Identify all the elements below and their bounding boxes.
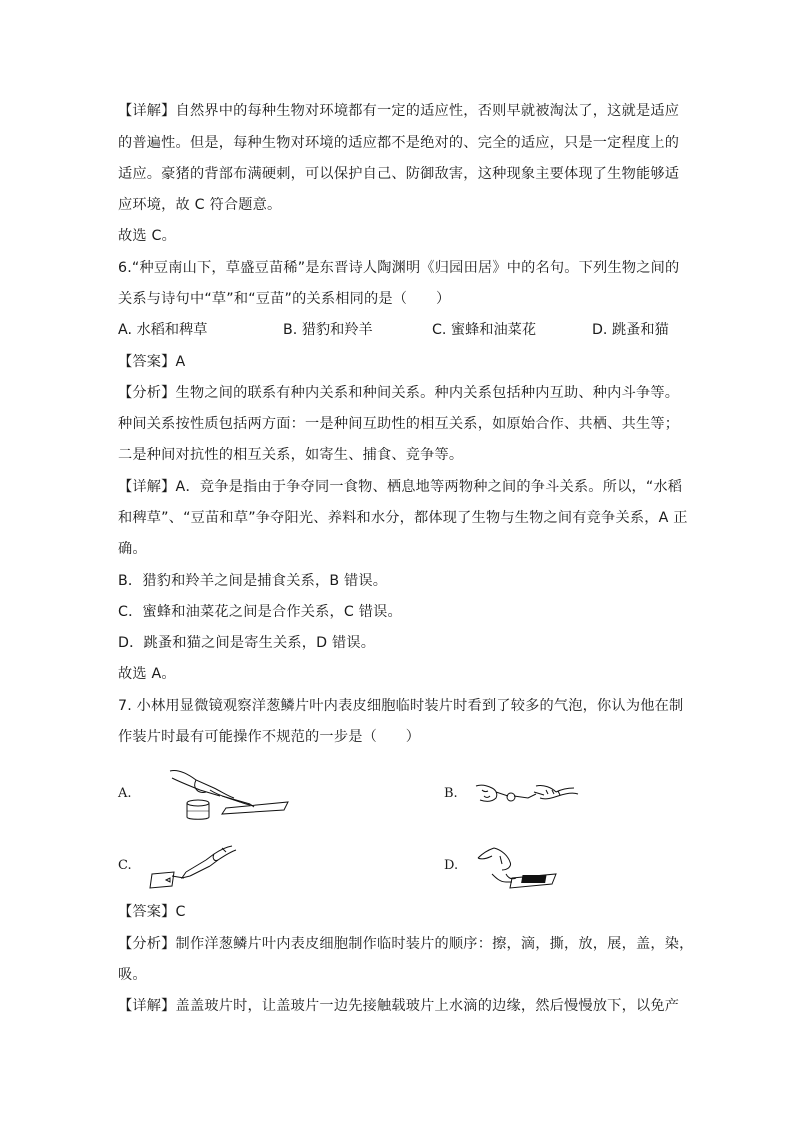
q7-figure-label-c: C. <box>118 858 132 873</box>
q6-stem-line-1: 6.“种豆南山下，草盛豆苗稀”是东晋诗人陶渊明《归园田居》中的名句。下列生物之间的 <box>118 260 680 276</box>
q5-detail-line-3: 适应。豪猪的背部布满硬刺，可以保护自己、防御敌害，这种现象主要体现了生物能够适 <box>118 166 680 182</box>
q6-analysis-line-2: 种间关系按性质包括两方面：一是种间互助性的相互关系，如原始合作、共栖、共生等； <box>118 416 680 432</box>
q7-figure-label-a: A. <box>118 786 132 801</box>
q5-choice: 故选 C。 <box>118 228 176 244</box>
q6-detail-line-1: 【详解】A．竞争是指由于争夺同一食物、栖息地等两物种之间的争斗关系。所以，“水稻 <box>118 479 683 495</box>
q7-detail-line-1: 【详解】盖盖玻片时，让盖玻片一边先接触载玻片上水滴的边缘，然后慢慢放下，以免产 <box>118 998 680 1014</box>
q6-answer: 【答案】A <box>118 354 186 370</box>
q5-detail-line-2: 的普遍性。但是，每种生物对环境的适应都不是绝对的、完全的适应，只是一定程度上的 <box>118 135 680 151</box>
q6-option-d: D. 跳蚤和猫 <box>592 322 669 338</box>
q7-answer: 【答案】C <box>118 904 186 920</box>
q7-stem-line-1: 7. 小林用显微镜观察洋葱鳞片叶内表皮细胞临时装片时看到了较多的气泡，你认为他在制 <box>118 698 684 714</box>
q7-stem-line-2: 作装片时最有可能操作不规范的一步是（ ） <box>118 729 421 745</box>
q7-figure-d-stain-illustration <box>472 844 564 890</box>
q6-detail-line-5: C．蜜蜂和油菜花之间是合作关系，C 错误。 <box>118 604 402 620</box>
q6-stem-line-2: 关系与诗句中“草”和“豆苗”的关系相同的是（ ） <box>118 291 451 307</box>
q5-detail-line-4: 应环境，故 C 符合题意。 <box>118 197 282 213</box>
q6-detail-line-2: 和稗草”、“豆苗和草”争夺阳光、养料和水分，都体现了生物与生物之间有竞争关系，A 正 <box>118 510 688 526</box>
q6-analysis-line-1: 【分析】生物之间的联系有种内关系和种间关系。种内关系包括种内互助、种内斗争等。 <box>118 385 680 401</box>
q7-figure-label-d: D. <box>444 858 459 873</box>
q6-option-a: A. 水稻和稗草 <box>118 322 208 338</box>
q6-choice: 故选 A。 <box>118 666 176 682</box>
q5-detail-line-1: 【详解】自然界中的每种生物对环境都有一定的适应性，否则早就被淘汰了，这就是适应 <box>118 103 680 119</box>
q7-figure-b-tear-epidermis-illustration <box>474 776 582 816</box>
q7-figure-c-cover-slip-illustration <box>148 844 238 890</box>
q6-analysis-line-3: 二是种间对抗性的相互关系，如寄生、捕食、竞争等。 <box>118 447 464 463</box>
q6-option-b: B. 猎豹和羚羊 <box>283 322 373 338</box>
q6-detail-line-6: D．跳蚤和猫之间是寄生关系，D 错误。 <box>118 635 376 651</box>
q7-analysis-line-2: 吸。 <box>118 967 147 983</box>
q6-detail-line-4: B．猎豹和羚羊之间是捕食关系，B 错误。 <box>118 573 388 589</box>
q7-figure-a-drop-water-illustration <box>150 768 295 824</box>
q6-option-c: C. 蜜蜂和油菜花 <box>432 322 537 338</box>
q7-analysis-line-1: 【分析】制作洋葱鳞片叶内表皮细胞制作临时装片的顺序：擦，滴，撕，放，展，盖，染， <box>118 936 694 952</box>
q7-figure-label-b: B. <box>444 786 458 801</box>
q6-detail-line-3: 确。 <box>118 541 147 557</box>
